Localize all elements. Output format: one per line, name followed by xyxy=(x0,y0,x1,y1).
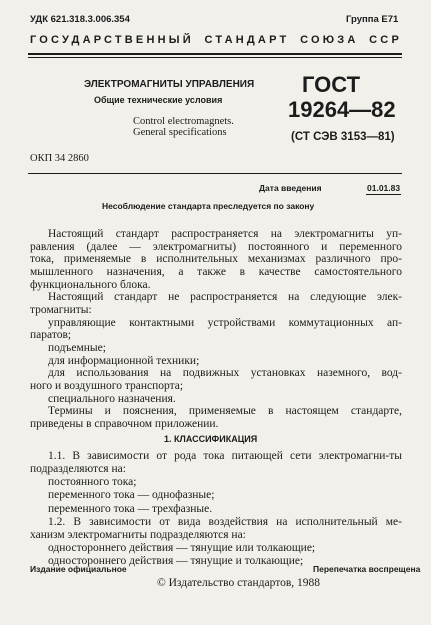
sev-reference: (СТ СЭВ 3153—81) xyxy=(291,131,395,143)
date-underline xyxy=(366,194,401,195)
section-line: 1.2. В зависимости от вида воздействия на исполнительный ме- xyxy=(48,516,402,528)
intro-date-label: Дата введения xyxy=(259,183,322,193)
body-line: Настоящий стандарт не распространяется на следующие элек- xyxy=(48,291,402,303)
body-line: специального назначения. xyxy=(48,393,176,405)
gost-number: 19264—82 xyxy=(288,97,396,122)
footer-publisher: © Издательство стандартов, 1988 xyxy=(157,577,321,589)
footer-reprint-notice: Перепечатка воспрещена xyxy=(313,564,421,574)
section-line: постоянного тока; xyxy=(48,476,137,488)
section-line: ханизм электромагниты подразделяются на: xyxy=(30,529,246,541)
header-rule-thin xyxy=(28,57,402,58)
footer-official-edition: Издание официальное xyxy=(30,564,127,574)
section-line: переменного тока — однофазные; xyxy=(48,489,215,501)
okp-code: ОКП 34 2860 xyxy=(30,153,89,164)
title-ru: ЭЛЕКТРОМАГНИТЫ УПРАВЛЕНИЯ xyxy=(84,79,255,90)
body-line: тромагниты: xyxy=(30,304,92,316)
body-line: Настоящий стандарт распространяется на электромагниты уп- xyxy=(48,228,402,240)
body-line: ного и воздушного транспорта; xyxy=(30,380,184,392)
section-line: переменного тока — трехфазные. xyxy=(48,503,213,515)
section-line: подразделяются на: xyxy=(30,463,126,475)
body-line: управляющие контактными устройствами коммутационных ап- xyxy=(48,317,402,329)
body-line: Термины и пояснения, применяемые в настоящем стандарте, xyxy=(48,405,402,417)
group-code: Группа Е71 xyxy=(346,14,399,25)
title-separator xyxy=(28,173,402,174)
body-line: подъемные; xyxy=(48,342,106,354)
header-rule-thick xyxy=(28,53,402,55)
subtitle-ru: Общие технические условия xyxy=(94,95,223,105)
body-line: функционального блока. xyxy=(30,279,151,291)
section-line: 1.1. В зависимости от рода тока питающей сети электромагни-ты xyxy=(48,450,402,462)
body-line: паратов; xyxy=(30,329,72,341)
udk-code: УДК 621.318.3.006.354 xyxy=(30,14,130,25)
body-line: для использования на подвижных установках наземного, вод- xyxy=(48,367,402,379)
gost-label: ГОСТ xyxy=(302,72,361,97)
intro-date-value: 01.01.83 xyxy=(367,183,401,193)
body-line: равления (далее — электромагниты) постоянного и переменного xyxy=(30,241,402,253)
legal-notice: Несоблюдение стандарта преследуется по закону xyxy=(102,201,315,211)
subtitle-en: General specifications xyxy=(133,127,227,138)
body-line: мышленного назначения, а также в качестве самостоятельного xyxy=(30,266,402,278)
body-line: тока, применяемые в исполнительных механизмах различного про- xyxy=(30,253,402,265)
title-en: Control electromagnets. xyxy=(133,116,234,127)
standard-banner: ГОСУДАРСТВЕННЫЙ СТАНДАРТ СОЮЗА ССР xyxy=(30,34,402,46)
body-line: приведены в справочном приложении. xyxy=(30,418,219,430)
section-heading: 1. КЛАССИФИКАЦИЯ xyxy=(164,434,258,444)
section-line: одностороннего действия — тянущие и толкающие; xyxy=(48,555,304,567)
section-line: одностороннего действия — тянущие или толкающие; xyxy=(48,542,316,554)
body-line: для информационной техники; xyxy=(48,355,200,367)
